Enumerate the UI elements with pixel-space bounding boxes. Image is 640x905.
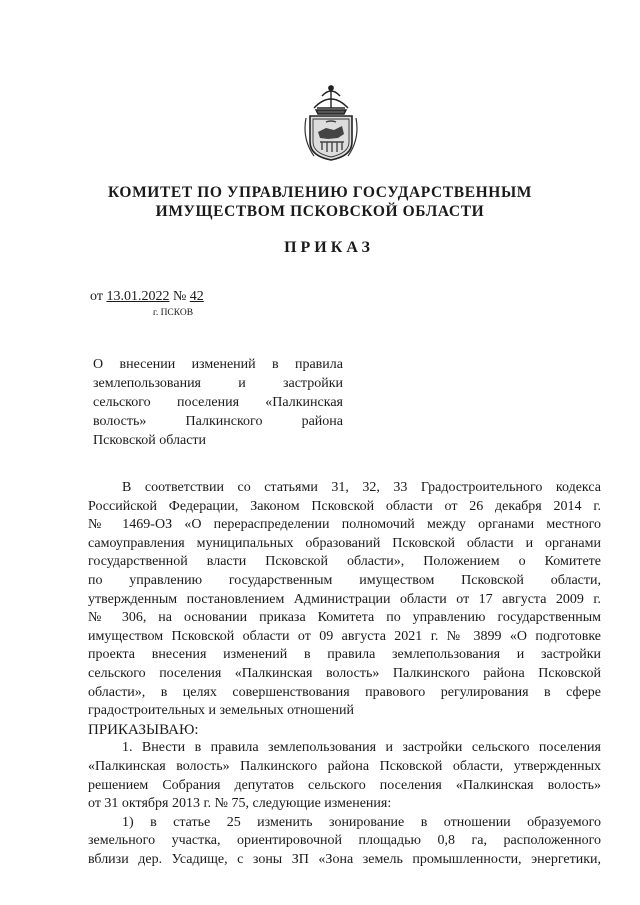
item-1-line: решением Собрания депутатов сельского поселения «Палкинская волость» [88, 777, 601, 793]
subject-line: О внесении изменений в правила [93, 357, 343, 372]
preamble-line: по управлению государственным имуществом Псковской области, [88, 572, 601, 588]
sub-item-1-line: земельного участка, ориентировочной площадью 0,8 га, расположенного [88, 833, 601, 849]
document-body [88, 479, 601, 869]
item-1-line: «Палкинская волость» Палкинского района Псковской области, утвержденных [88, 758, 601, 774]
date-number-line [90, 289, 204, 305]
preamble-line: сельского поселения «Палкинская волость» Палкинского района Псковской [88, 665, 601, 681]
date-prefix: от [90, 289, 103, 304]
preamble-line: утвержденным постановлением Администрации области от 17 августа 2009 г. [88, 591, 601, 607]
document-number: 42 [189, 289, 204, 304]
subject-line: сельского поселения «Палкинская [93, 395, 343, 410]
subject-line: Псковской области [93, 433, 207, 448]
number-prefix: № [172, 289, 187, 304]
preamble-line: № 306, на основании приказа Комитета по управлению государственным [88, 610, 601, 626]
item-1-line: от 31 октября 2013 г. № 75, следующие изменения: [88, 796, 392, 812]
subject-line: волость» Палкинского района [93, 414, 343, 429]
city-label: г. ПСКОВ [153, 308, 194, 318]
preamble-line: Российской Федерации, Законом Псковской области от 26 декабря 2014 г. [88, 498, 601, 514]
preamble-line: В соответствии со статьями 31, 32, 33 Градостроительного кодекса [122, 480, 601, 495]
document-subject [93, 355, 343, 450]
document-date: 13.01.2022 [106, 289, 170, 304]
sub-item-1-line: вблизи дер. Усадище, с зоны ЗП «Зона земель промышленности, энергетики, [88, 851, 601, 867]
organization-name-line-1: КОМИТЕТ ПО УПРАВЛЕНИЮ ГОСУДАРСТВЕННЫМ [107, 184, 533, 201]
order-word: ПРИКАЗЫВАЮ: [88, 721, 199, 738]
organization-name-line-2: ИМУЩЕСТВОМ ПСКОВСКОЙ ОБЛАСТИ [155, 203, 485, 220]
preamble-line: имуществом Псковской области от 09 августа 2021 г. № 3899 «О подготовке [88, 628, 601, 644]
item-1-line: 1. Внести в правила землепользования и застройки сельского поселения [122, 740, 601, 756]
preamble-line: области», в целях совершенствования правового регулирования в сфере [88, 684, 601, 700]
document-type-title: ПРИКАЗ [284, 239, 374, 256]
sub-item-1-line: 1) в статье 25 изменить зонирование в отношении образуемого [122, 814, 601, 830]
organization-name [0, 183, 640, 221]
subject-line: землепользования и застройки [93, 376, 343, 391]
preamble-line: государственной власти Псковской области», Положением о Комитете [88, 554, 601, 570]
preamble-line: проекта внесения изменений в правила землепользования и застройки [88, 647, 601, 663]
preamble-line: самоуправления муниципальных образований Псковской области и органами [88, 535, 601, 551]
coat-of-arms-icon [300, 84, 362, 162]
preamble-line: № 1469-ОЗ «О перераспределении полномочий между органами местного [88, 517, 601, 533]
preamble-line: градостроительных и земельных отношений [88, 703, 354, 719]
